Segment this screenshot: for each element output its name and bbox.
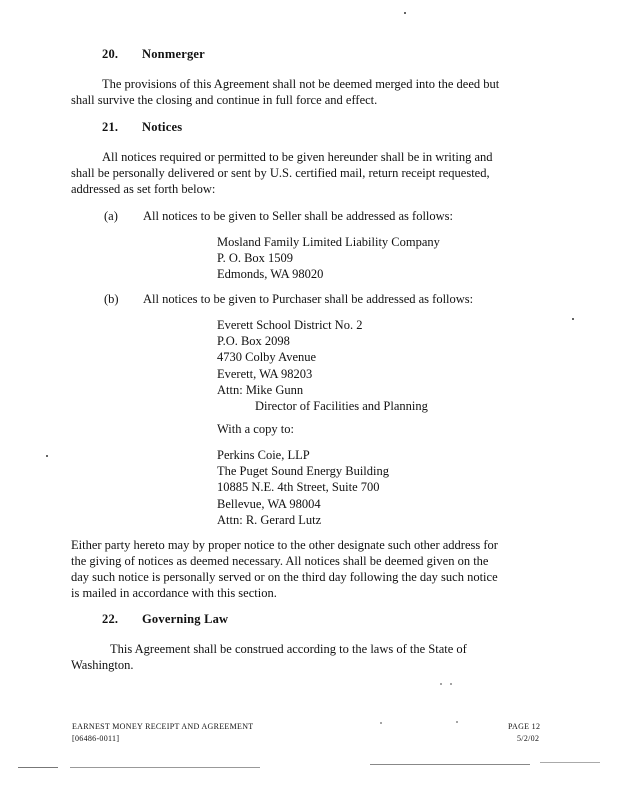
governing-law-text-line: This Agreement shall be construed according to the laws of the State of [110, 642, 467, 656]
seller-marker: (a) [104, 209, 118, 223]
footer-date: 5/2/02 [517, 734, 540, 743]
section-22-heading [102, 612, 228, 627]
section-title: Notices [142, 120, 183, 134]
section-20-heading [102, 47, 205, 62]
address-line: Everett School District No. 2 [217, 318, 363, 332]
section-title: Nonmerger [142, 47, 205, 61]
notices-closing-line: is mailed in accordance with this section. [71, 586, 277, 600]
address-line: Everett, WA 98203 [217, 366, 313, 381]
notices-text-line: shall be personally delivered or sent by U.S. certified mail, return receipt requested, [71, 166, 490, 180]
address-attn-title: Director of Facilities and Planning [255, 399, 428, 414]
scan-rule-line [18, 767, 58, 768]
section-number: 21. [102, 120, 119, 134]
section-title: Governing Law [142, 612, 229, 626]
address-line: Mosland Family Limited Liability Company [217, 235, 440, 249]
nonmerger-text-line: shall survive the closing and continue in full force and effect. [71, 93, 378, 107]
address-line: The Puget Sound Energy Building [217, 464, 389, 479]
address-line: 10885 N.E. 4th Street, Suite 700 [217, 480, 380, 495]
section-number: 20. [102, 47, 119, 61]
notices-closing-line: day such notice is personally served or on the third day following the day such notice [71, 570, 498, 584]
section-21-heading [102, 120, 182, 135]
scan-speck [380, 722, 382, 724]
address-line: P.O. Box 2098 [217, 334, 290, 349]
purchaser-address [217, 317, 428, 414]
scan-rule-line [370, 764, 530, 765]
scan-speck [450, 683, 452, 685]
copy-to-label: With a copy to: [217, 422, 294, 436]
copy-address [217, 447, 389, 528]
notices-closing-line: the giving of notices as deemed necessary. All notices shall be deemed given on the [71, 554, 489, 568]
address-line: Attn: R. Gerard Lutz [217, 512, 322, 527]
address-line: Edmonds, WA 98020 [217, 267, 324, 282]
footer-doc-title: EARNEST MONEY RECEIPT AND AGREEMENT [72, 722, 254, 731]
notices-closing-line: Either party hereto may by proper notice to the other designate such other address for [71, 538, 498, 552]
purchaser-marker: (b) [104, 292, 119, 306]
scan-speck [456, 721, 458, 723]
seller-address [217, 234, 440, 283]
notices-text-line: addressed as set forth below: [71, 182, 216, 196]
address-line: P. O. Box 1509 [217, 251, 294, 266]
scan-speck [572, 318, 574, 320]
purchaser-notice-text: All notices to be given to Purchaser shall be addressed as follows: [143, 292, 474, 306]
scan-rule-line [70, 767, 260, 768]
governing-law-text-line: Washington. [71, 658, 134, 672]
address-line: 4730 Colby Avenue [217, 350, 317, 365]
footer-page-label: PAGE 12 [508, 722, 541, 731]
scan-speck [440, 683, 442, 685]
address-line: Bellevue, WA 98004 [217, 496, 321, 511]
seller-notice-text: All notices to be given to Seller shall be addressed as follows: [143, 209, 454, 223]
scan-speck [404, 12, 406, 14]
scan-rule-line [540, 762, 600, 763]
address-line: Perkins Coie, LLP [217, 448, 310, 462]
section-number: 22. [102, 612, 119, 626]
address-line: Attn: Mike Gunn [217, 382, 304, 397]
scan-speck [46, 455, 48, 457]
footer-doc-id: [06486-0011] [72, 734, 120, 743]
nonmerger-text-line: The provisions of this Agreement shall not be deemed merged into the deed but [102, 77, 500, 91]
notices-text-line: All notices required or permitted to be given hereunder shall be in writing and [102, 150, 493, 164]
